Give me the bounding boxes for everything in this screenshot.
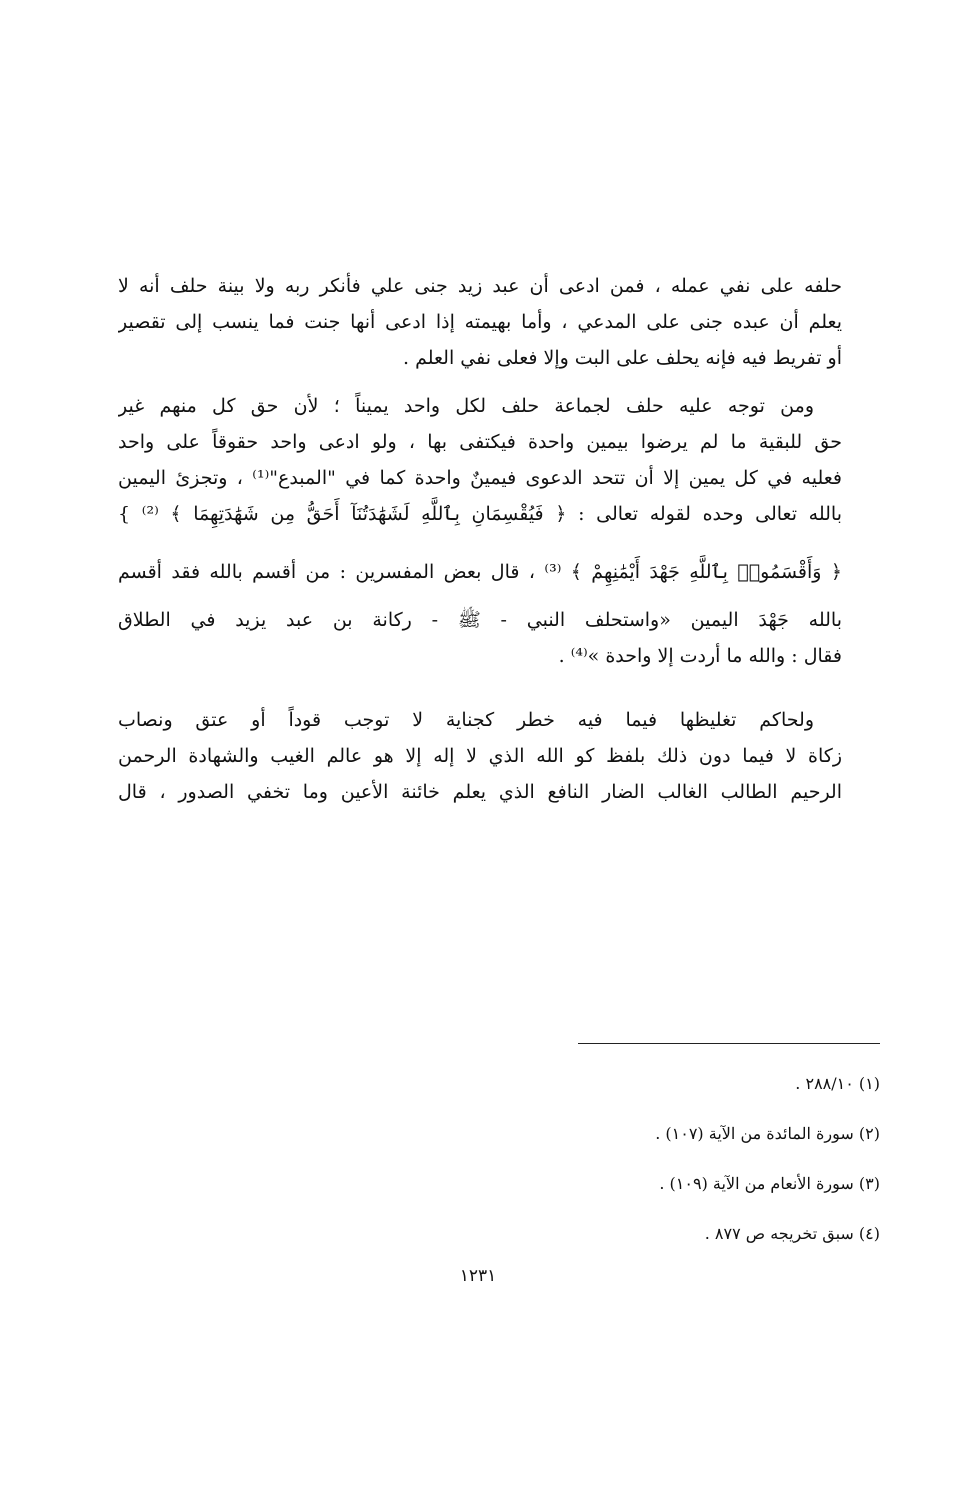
text-line: حق للبقية ما لم يرضوا بيمين واحدة فيكتفى بها ، ولو ادعى واحد حقوقاً على واحد [118,431,842,453]
body-text [118,268,842,810]
text-line: بالله تعالى وحده لقوله تعالى : ﴿ فَيُقْسِمَانِ بِٱللَّهِ لَشَهَٰدَتُنَآ أَحَقُّ مِن شَهَٰدَتِهِمَا ﴾ ⁽²⁾ } [118,503,842,525]
footnote-divider [578,1043,880,1044]
text-line: حلفه على نفي عمله ، فمن ادعى أن عبد زيد جنى علي فأنكر ربه ولا بينة حلف أنه لا [118,275,842,297]
footnote-item: (٣) سورة الأنعام من الآية (١٠٩) . [659,1174,880,1193]
text-line: بالله جَهْدَ اليمين «واستحلف النبي - ﷺ - ركانة بن عبد يزيد في الطلاق [118,609,842,631]
text-line: ولحاكم تغليظها فيما فيه خطر كجناية لا توجب قوداً أو عتق ونصاب [118,709,814,731]
footnote-item: (١) ٢٨٨/١٠ . [795,1074,880,1093]
paragraph-gap [118,674,842,702]
paragraph-gap [118,376,842,388]
paragraph-gap [118,532,842,554]
footnote-item: (٤) سبق تخريجه ص ٨٧٧ . [704,1224,880,1243]
text-line: ﴿ وَأَقْسَمُوا۟ بِٱللَّهِ جَهْدَ أَيْمَٰنِهِمْ ﴾ ⁽³⁾ ، قال بعض المفسرين : من أقسم بالله فقد أقسم [118,561,842,583]
text-line: فعليه في كل يمين إلا أن تتحد الدعوى فيمينٌ واحدة كما في "المبدع"⁽¹⁾ ، وتجزئ اليمين [118,467,842,489]
footnote-item: (٢) سورة المائدة من الآية (١٠٧) . [655,1124,880,1143]
text-line: يعلم أن عبده جنى على المدعي ، وأما بهيمته إذا ادعى أنها جنت فما ينسب إلى تقصير [118,311,842,333]
footnotes [470,1068,880,1250]
text-line: ومن توجه عليه حلف لجماعة حلف لكل واحد يميناً ؛ لأن حق كل منهم غير [118,395,814,417]
text-line: أو تفريط فيه فإنه يحلف على البت وإلا فعلى نفي العلم . [403,347,842,369]
page-number: ١٢٣١ [459,1266,497,1286]
text-line: فقال : والله ما أردت إلا واحدة »⁽⁴⁾ . [558,645,842,667]
paragraph-gap [118,590,842,602]
text-line: الرحيم الطالب الغالب الضار النافع الذي يعلم خائنة الأعين وما تخفي الصدور ، قال [118,781,842,803]
text-line: زكاة لا فيما دون ذلك بلفظ كو الله الذي لا إله إلا هو عالم الغيب والشهادة الرحمن [118,745,842,767]
